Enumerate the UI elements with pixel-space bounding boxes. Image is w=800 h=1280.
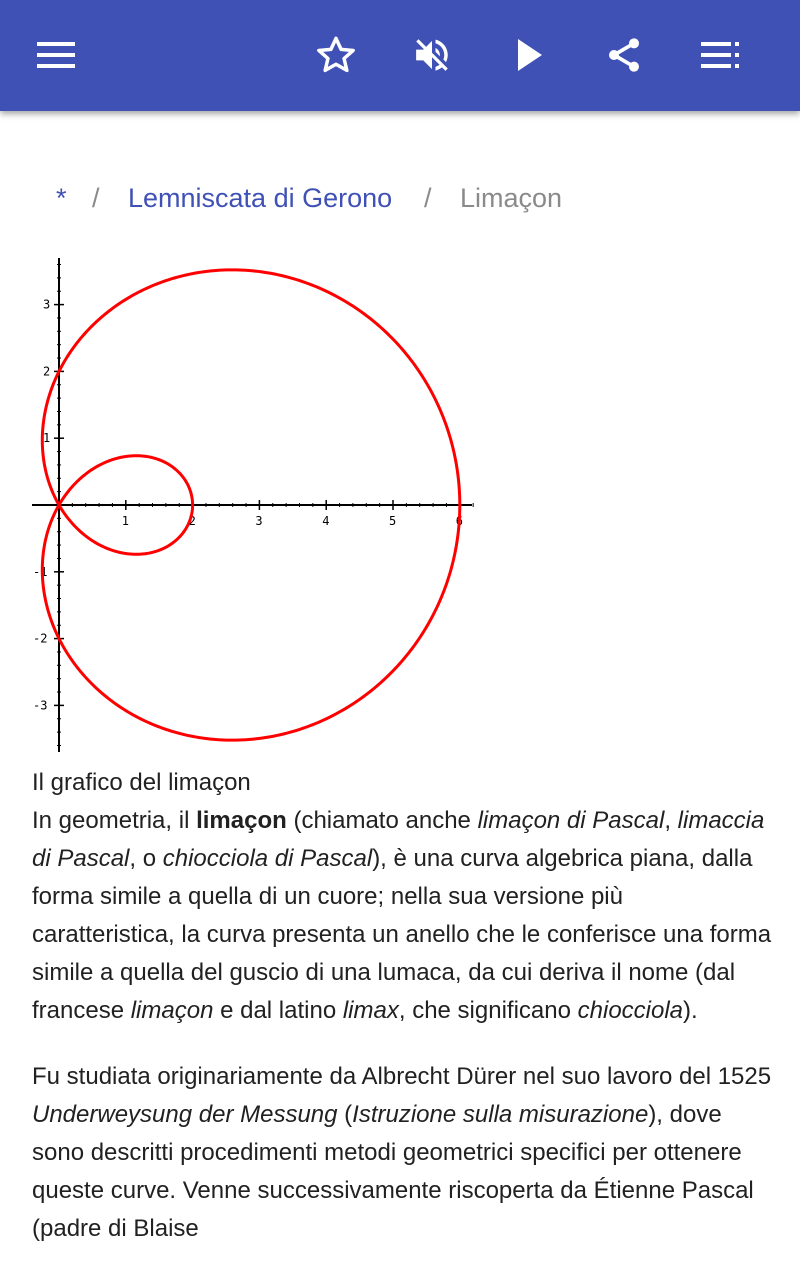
app-bar xyxy=(0,0,800,111)
figure-caption: Il grafico del limaçon xyxy=(32,769,251,796)
y-tick-label: -2 xyxy=(33,631,48,646)
x-tick-label: 6 xyxy=(455,514,464,528)
breadcrumb-parent-link[interactable]: Lemniscata di Gerono xyxy=(128,183,393,213)
paragraph: Fu studiata originariamente da Albrecht Dürer nel suo lavoro del 1525 Underweysung der Messung (Istruzione sulla misurazione), dove sono descritti procedimenti metodi geometrici specifici per ottenere queste curve. Venne successivamente riscoperta da Étienne Pascal (padre di Blaise xyxy=(32,1063,772,1242)
star-outline-icon xyxy=(315,34,357,76)
article-body xyxy=(32,764,772,1248)
x-tick-label: 3 xyxy=(255,514,263,528)
menu-button[interactable] xyxy=(32,31,80,79)
mute-button[interactable] xyxy=(408,31,456,79)
play-button[interactable] xyxy=(506,31,554,79)
y-tick-label: -3 xyxy=(33,698,48,713)
y-tick-label: 3 xyxy=(43,297,51,312)
breadcrumb-current: Limaçon xyxy=(460,183,563,213)
share-icon xyxy=(604,34,644,76)
menu-icon xyxy=(37,42,75,68)
paragraph: In geometria, il limaçon (chiamato anche limaçon di Pascal, limaccia di Pascal, o chiocciola di Pascal), è una curva algebrica piana, dalla forma simile a quella di un cuore; nella sua versione più caratteristica, la curva presenta un anello che le conferisce una forma simile a quella del guscio di una lumaca, da cui deriva il nome (dal francese limaçon e dal latino limax, che significano chiocciola). xyxy=(32,807,772,1024)
x-tick-label: 2 xyxy=(188,514,196,528)
breadcrumb-home-link[interactable]: * xyxy=(56,183,67,213)
x-tick-label: 1 xyxy=(121,514,130,528)
y-tick-label: -1 xyxy=(33,564,48,579)
share-button[interactable] xyxy=(600,31,648,79)
breadcrumb-separator: / xyxy=(424,183,432,213)
limacon-graph xyxy=(28,254,476,754)
x-tick-label: 5 xyxy=(389,514,397,528)
y-tick-label: 1 xyxy=(43,431,51,446)
list-icon xyxy=(701,42,739,68)
play-icon xyxy=(514,37,546,73)
bookmark-button[interactable] xyxy=(312,31,360,79)
x-tick-label: 4 xyxy=(322,514,330,528)
breadcrumb-separator: / xyxy=(92,183,100,213)
contents-button[interactable] xyxy=(696,31,744,79)
y-tick-label: 2 xyxy=(43,364,51,379)
volume-off-icon xyxy=(411,34,453,76)
